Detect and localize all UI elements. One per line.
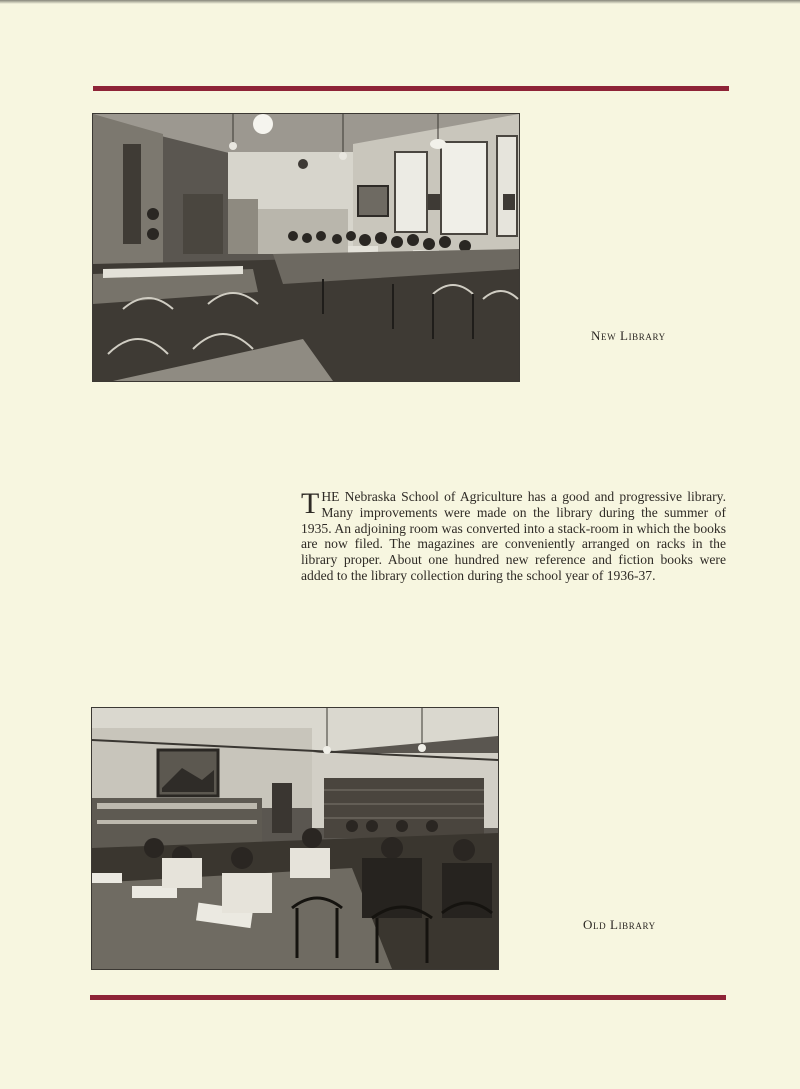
new-library-caption: New Library (591, 328, 666, 343)
drop-cap-letter: T (301, 487, 320, 520)
old-library-photo-image (92, 708, 498, 969)
old-library-photo (92, 708, 498, 969)
new-library-photo (93, 114, 519, 381)
new-library-photo-image (93, 114, 519, 381)
paragraph-text: HE Nebraska School of Agriculture has a good and progressive library. Many improvements were made on the library during the summer of 1935. An adjoining room was converted into a stack-room in which the books are now filed. The magazines are conveniently arranged on racks in the library proper. About one hundred new reference and fiction books were added to the library collection during the school year of 1936-37. (301, 489, 726, 583)
page-top-edge (0, 0, 800, 4)
bottom-divider-rule (90, 995, 726, 1000)
library-description-paragraph (301, 489, 726, 584)
top-divider-rule (93, 86, 729, 91)
old-library-caption: Old Library (583, 917, 656, 932)
